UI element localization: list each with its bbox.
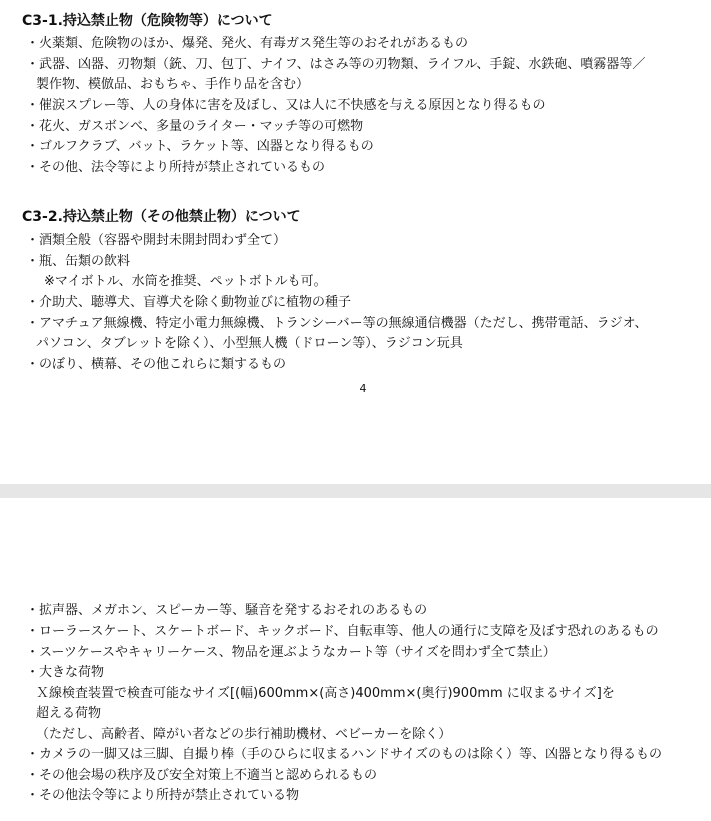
list-item-continuation: Ｘ線検査装置で検査可能なサイズ[(幅)600mm×(高さ)400mm×(奥行)900mm に収まるサイズ]を bbox=[36, 686, 615, 701]
list-item: ・火薬類、危険物のほか、爆発、発火、有毒ガス発生等のおそれがあるもの bbox=[26, 36, 469, 51]
list-note: ※マイボトル、水筒を推奨、ペットボトルも可。 bbox=[44, 274, 327, 289]
list-item: ・ゴルフクラブ、バット、ラケット等、凶器となり得るもの bbox=[26, 139, 374, 154]
list-item-continuation: パソコン、タブレットを除く）、小型無人機（ドローン等）、ラジコン玩具 bbox=[36, 336, 463, 351]
list-item: ・介助犬、聴導犬、盲導犬を除く動物並びに植物の種子 bbox=[26, 295, 352, 310]
list-item: ・その他、法令等により所持が禁止されているもの bbox=[26, 160, 326, 175]
list-item: ・酒類全般（容器や開封未開封問わず全て） bbox=[26, 233, 287, 248]
list-item: ・瓶、缶類の飲料 bbox=[26, 254, 131, 269]
list-item: ・催涙スプレー等、人の身体に害を及ぼし、又は人に不快感を与える原因となり得るもの bbox=[26, 98, 546, 113]
list-item: ・その他会場の秩序及び安全対策上不適当と認められるもの bbox=[26, 768, 378, 783]
section-heading-c3-1: C3-1.持込禁止物（危険物等）について bbox=[22, 13, 273, 29]
list-item: ・スーツケースやキャリーケース、物品を運ぶようなカート等（サイズを問わず全て禁止） bbox=[26, 645, 556, 660]
list-item: ・花火、ガスボンベ、多量のライター・マッチ等の可燃物 bbox=[26, 119, 364, 134]
list-item-continuation: 超える荷物 bbox=[36, 706, 102, 721]
list-item: ・アマチュア無線機、特定小電力無線機、トランシーバー等の無線通信機器（ただし、携帯電話、ラジオ、 bbox=[26, 316, 648, 331]
page-separator bbox=[0, 484, 711, 498]
section-heading-c3-2: C3-2.持込禁止物（その他禁止物）について bbox=[22, 209, 301, 225]
list-item: ・のぼり、横幕、その他これらに類するもの bbox=[26, 357, 287, 372]
list-item: ・カメラの一脚又は三脚、自撮り棒（手のひらに収まるハンドサイズのものは除く）等、凶器となり得るもの bbox=[26, 747, 662, 762]
list-item: ・その他法令等により所持が禁止されている物 bbox=[26, 788, 300, 803]
list-item-continuation: 製作物、模倣品、おもちゃ、手作り品を含む） bbox=[36, 77, 310, 92]
list-item: ・ローラースケート、スケートボード、キックボード、自転車等、他人の通行に支障を及ぼす恐れのあるもの bbox=[26, 624, 659, 639]
list-item: ・大きな荷物 bbox=[26, 665, 105, 680]
document-page-2 bbox=[0, 498, 711, 821]
list-item: ・拡声器、メガホン、スピーカー等、騒音を発するおそれのあるもの bbox=[26, 603, 428, 618]
list-item-continuation: （ただし、高齢者、障がい者などの歩行補助機材、ベビーカーを除く） bbox=[36, 727, 452, 742]
list-item: ・武器、凶器、刃物類（銃、刀、包丁、ナイフ、はさみ等の刃物類、ライフル、手錠、水鉄砲、噴霧器等／ bbox=[26, 57, 646, 72]
page-number: 4 bbox=[359, 382, 367, 395]
